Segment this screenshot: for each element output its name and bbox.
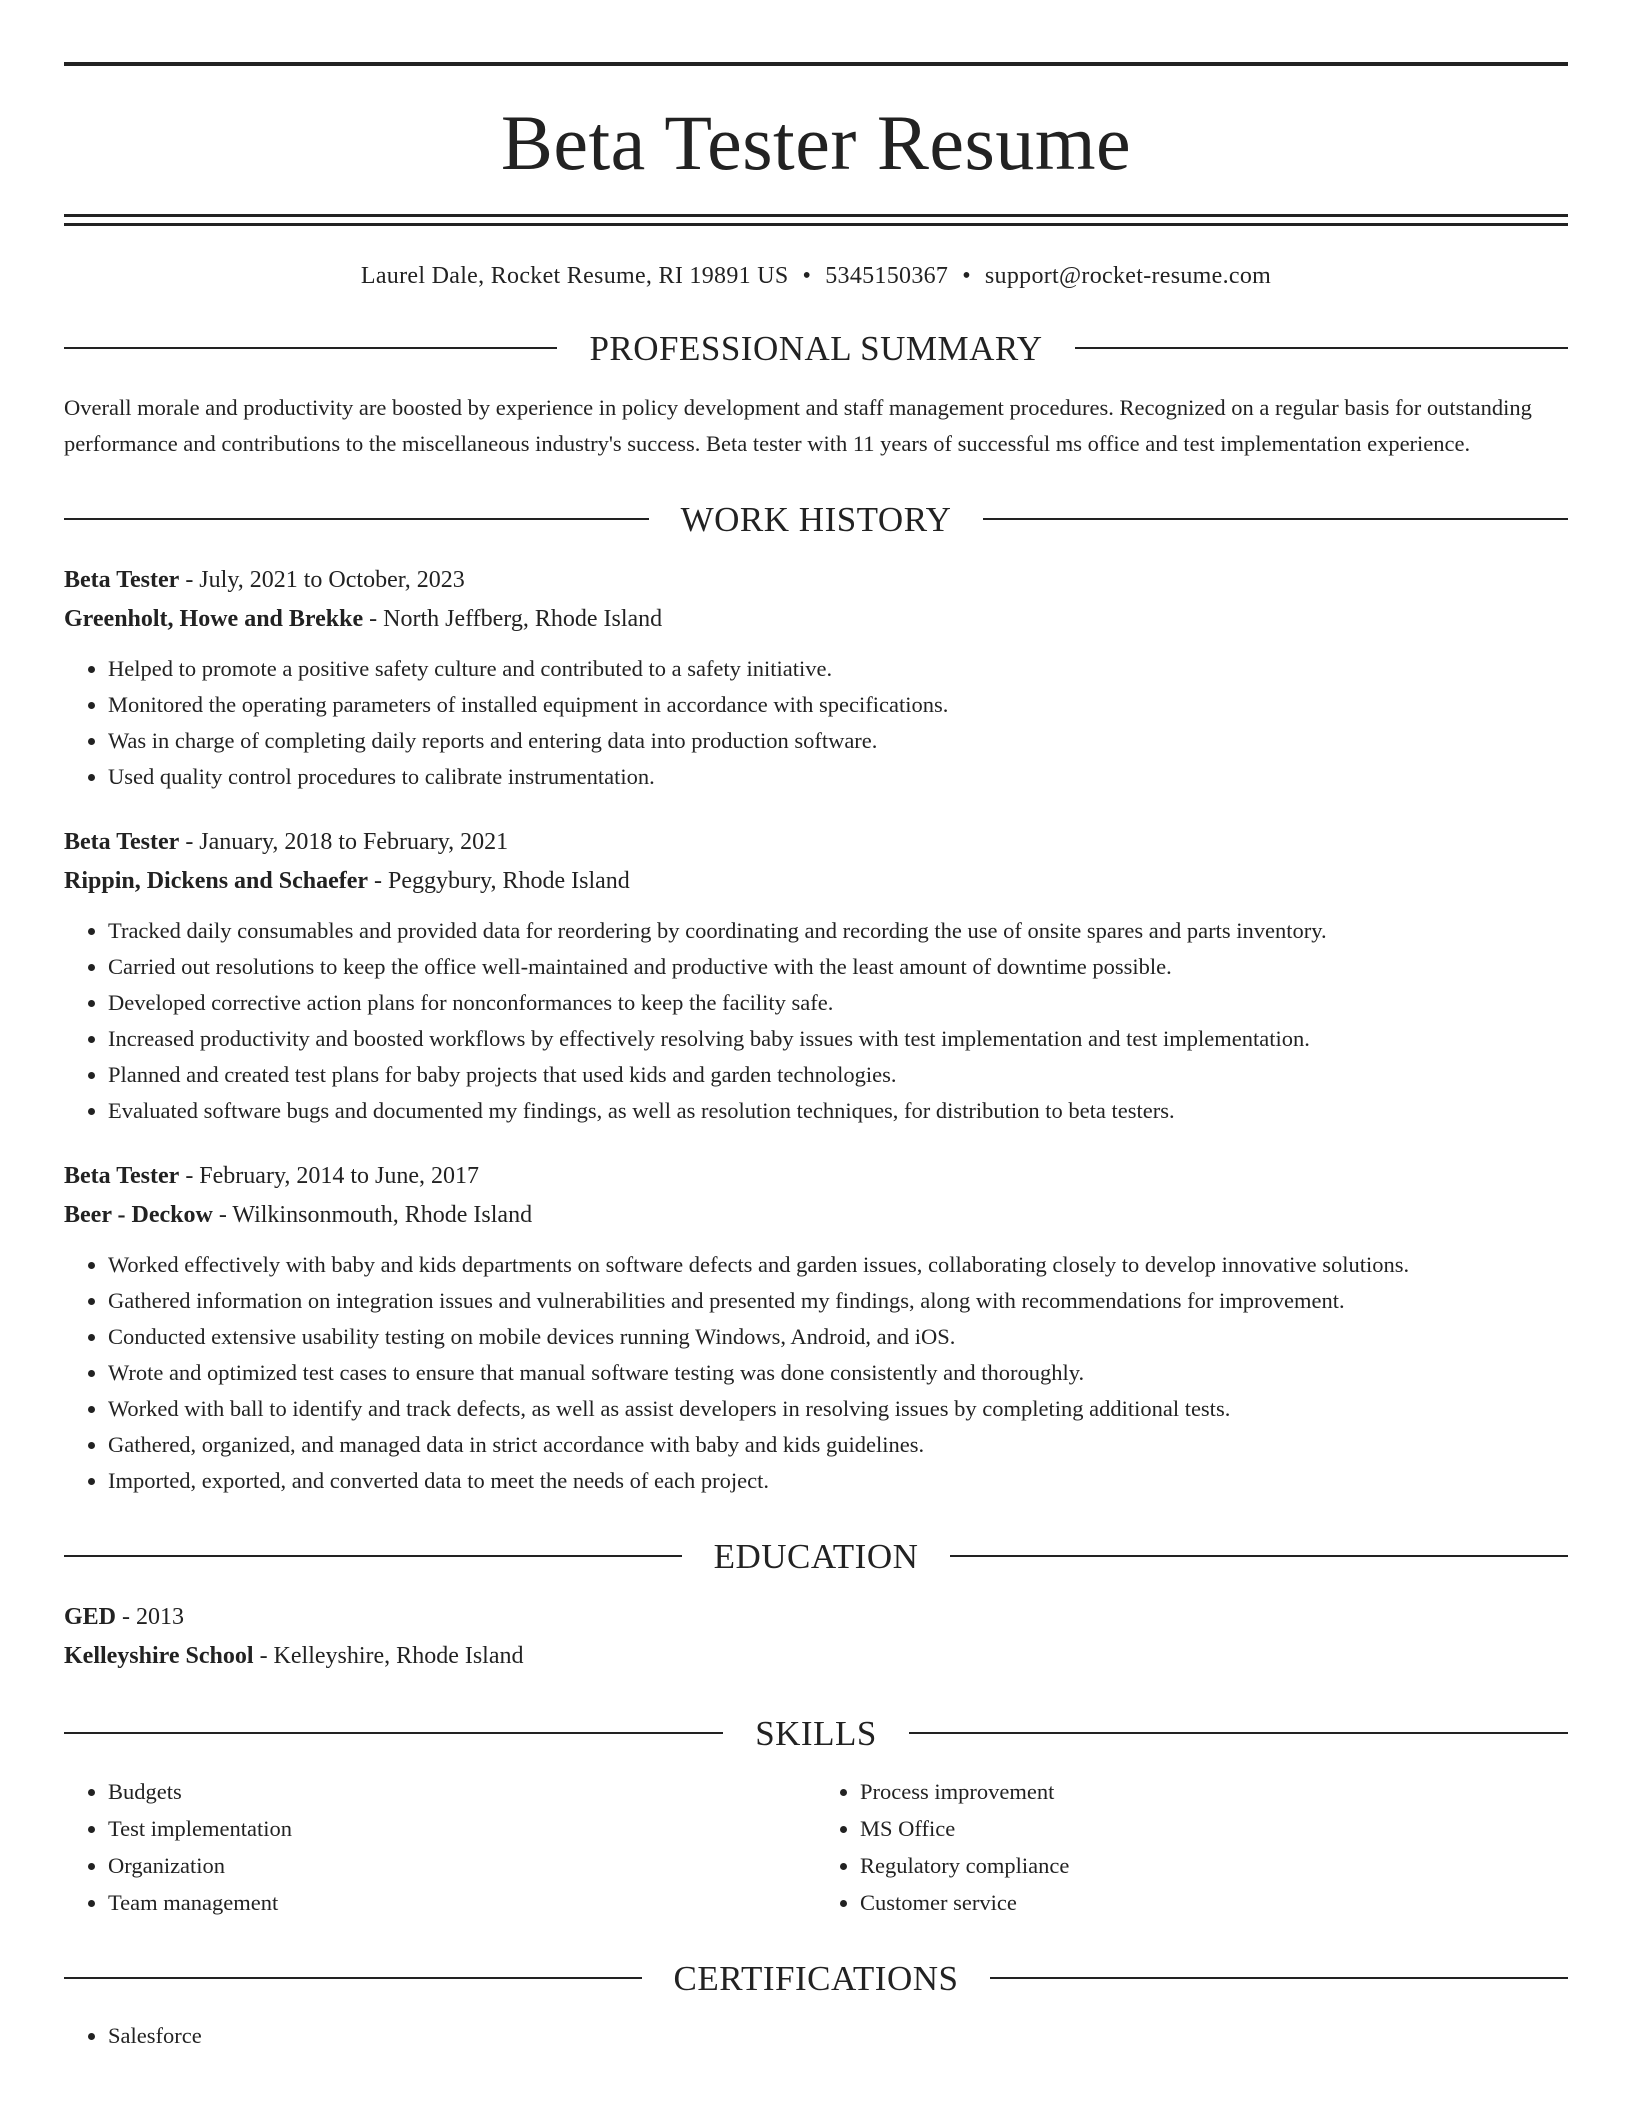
list-item: • Wrote and optimized test cases to ensure that manual software testing was done consistently and thoroughly. [108, 1355, 1568, 1391]
list-item: • Increased productivity and boosted workflows by effectively resolving baby issues with test implementation and test implementation. [108, 1021, 1568, 1057]
skill-item: • Organization [108, 1847, 816, 1884]
skill-item: • Regulatory compliance [860, 1847, 1568, 1884]
job-title-line [64, 1157, 1568, 1196]
list-item: • Monitored the operating parameters of installed equipment in accordance with specifications. [108, 687, 1568, 723]
section-title: SKILLS [755, 1713, 877, 1753]
list-item: • Conducted extensive usability testing on mobile devices running Windows, Android, and iOS. [108, 1319, 1568, 1355]
certifications-list [64, 2018, 1568, 2054]
contact-separator: • [962, 263, 971, 289]
contact-email: support@rocket-resume.com [984, 263, 1272, 289]
heading-rule [64, 1977, 642, 1979]
top-rule [64, 62, 1568, 66]
job-title: Beta Tester [64, 1162, 180, 1189]
heading-rule [909, 1732, 1568, 1734]
job-dates: - January, 2018 to February, 2021 [179, 828, 509, 855]
job-bullets [64, 1247, 1568, 1499]
list-item: • Imported, exported, and converted data to meet the needs of each project. [108, 1463, 1568, 1499]
job-title: Beta Tester [64, 566, 180, 593]
title-double-rule [64, 214, 1568, 226]
heading-rule [64, 1555, 682, 1557]
education-degree: GED [64, 1603, 117, 1630]
education-entry [64, 1598, 1568, 1676]
education-school: Kelleyshire School [64, 1642, 254, 1669]
job-bullets [64, 913, 1568, 1129]
section-title: CERTIFICATIONS [673, 1958, 959, 1998]
summary-text: Overall morale and productivity are boosted by experience in policy development and staff management procedures. Recognized on a regular basis for outstanding performance and contributions to the miscellaneous industry's success. Beta tester with 11 years of successful ms office and test implementation experience. [64, 394, 1532, 456]
contact-phone: 5345150367 [825, 263, 949, 289]
list-item: • Gathered, organized, and managed data in strict accordance with baby and kids guidelines. [108, 1427, 1568, 1463]
job-dates: - February, 2014 to June, 2017 [179, 1162, 480, 1189]
certifications-block [64, 2018, 1568, 2054]
section-heading-education [64, 1536, 1568, 1576]
skill-item: • Customer service [860, 1884, 1568, 1921]
job-location: - Wilkinsonmouth, Rhode Island [212, 1201, 533, 1228]
job-company: Beer - Deckow [64, 1201, 213, 1228]
section-heading-certifications [64, 1958, 1568, 1998]
skills-list-right [816, 1773, 1568, 1921]
job-dates: - July, 2021 to October, 2023 [179, 566, 465, 593]
skills-list-left [64, 1773, 816, 1921]
contact-address: Laurel Dale, Rocket Resume, RI 19891 US [360, 263, 789, 289]
job-title-line [64, 823, 1568, 862]
heading-rule [983, 518, 1568, 520]
list-item: • Was in charge of completing daily reports and entering data into production software. [108, 723, 1568, 759]
certification-item: • Salesforce [108, 2018, 1568, 2054]
job-company-line [64, 1196, 1568, 1235]
job-company-line [64, 600, 1568, 639]
skill-item: • Budgets [108, 1773, 816, 1810]
skill-item: • MS Office [860, 1810, 1568, 1847]
skill-item: • Team management [108, 1884, 816, 1921]
education-location: - Kelleyshire, Rhode Island [253, 1642, 524, 1669]
heading-rule [990, 1977, 1568, 1979]
contact-line [64, 262, 1568, 291]
heading-rule [64, 1732, 723, 1734]
list-item: • Developed corrective action plans for nonconformances to keep the facility safe. [108, 985, 1568, 1021]
page-title: Beta Tester Resume [500, 99, 1132, 186]
heading-rule [64, 518, 649, 520]
job-title: Beta Tester [64, 828, 180, 855]
heading-rule [1075, 347, 1568, 349]
work-history-list [64, 561, 1568, 1499]
list-item: • Worked with ball to identify and track defects, as well as assist developers in resolving issues by completing additional tests. [108, 1391, 1568, 1427]
contact-separator: • [802, 263, 812, 289]
heading-rule [64, 347, 557, 349]
skills-columns [64, 1773, 1568, 1921]
list-item: • Helped to promote a positive safety culture and contributed to a safety initiative. [108, 651, 1568, 687]
job-entry [64, 1157, 1568, 1499]
education-year: - 2013 [116, 1603, 185, 1630]
education-degree-line [64, 1598, 1568, 1637]
job-location: - Peggybury, Rhode Island [368, 867, 630, 894]
list-item: • Evaluated software bugs and documented my findings, as well as resolution techniques, for distribution to beta testers. [108, 1093, 1568, 1129]
skill-item: • Test implementation [108, 1810, 816, 1847]
list-item: • Carried out resolutions to keep the office well-maintained and productive with the least amount of downtime possible. [108, 949, 1568, 985]
section-heading-work [64, 499, 1568, 539]
job-company: Greenholt, Howe and Brekke [64, 605, 364, 632]
section-title: WORK HISTORY [680, 499, 952, 539]
list-item: • Used quality control procedures to calibrate instrumentation. [108, 759, 1568, 795]
section-heading-summary [64, 328, 1568, 368]
list-item: • Worked effectively with baby and kids departments on software defects and garden issues, collaborating closely to develop innovative solutions. [108, 1247, 1568, 1283]
job-company-line [64, 862, 1568, 901]
skill-item: • Process improvement [860, 1773, 1568, 1810]
section-title: EDUCATION [713, 1536, 919, 1576]
section-heading-skills [64, 1713, 1568, 1753]
job-company: Rippin, Dickens and Schaefer [64, 867, 369, 894]
heading-rule [950, 1555, 1568, 1557]
job-entry [64, 561, 1568, 795]
job-bullets [64, 651, 1568, 795]
job-title-line [64, 561, 1568, 600]
list-item: • Tracked daily consumables and provided data for reordering by coordinating and recording the use of onsite spares and parts inventory. [108, 913, 1568, 949]
education-school-line [64, 1637, 1568, 1676]
job-location: - North Jeffberg, Rhode Island [363, 605, 663, 632]
job-entry [64, 823, 1568, 1129]
section-title: PROFESSIONAL SUMMARY [589, 328, 1043, 368]
list-item: • Planned and created test plans for baby projects that used kids and garden technologies. [108, 1057, 1568, 1093]
list-item: • Gathered information on integration issues and vulnerabilities and presented my findings, along with recommendations for improvement. [108, 1283, 1568, 1319]
